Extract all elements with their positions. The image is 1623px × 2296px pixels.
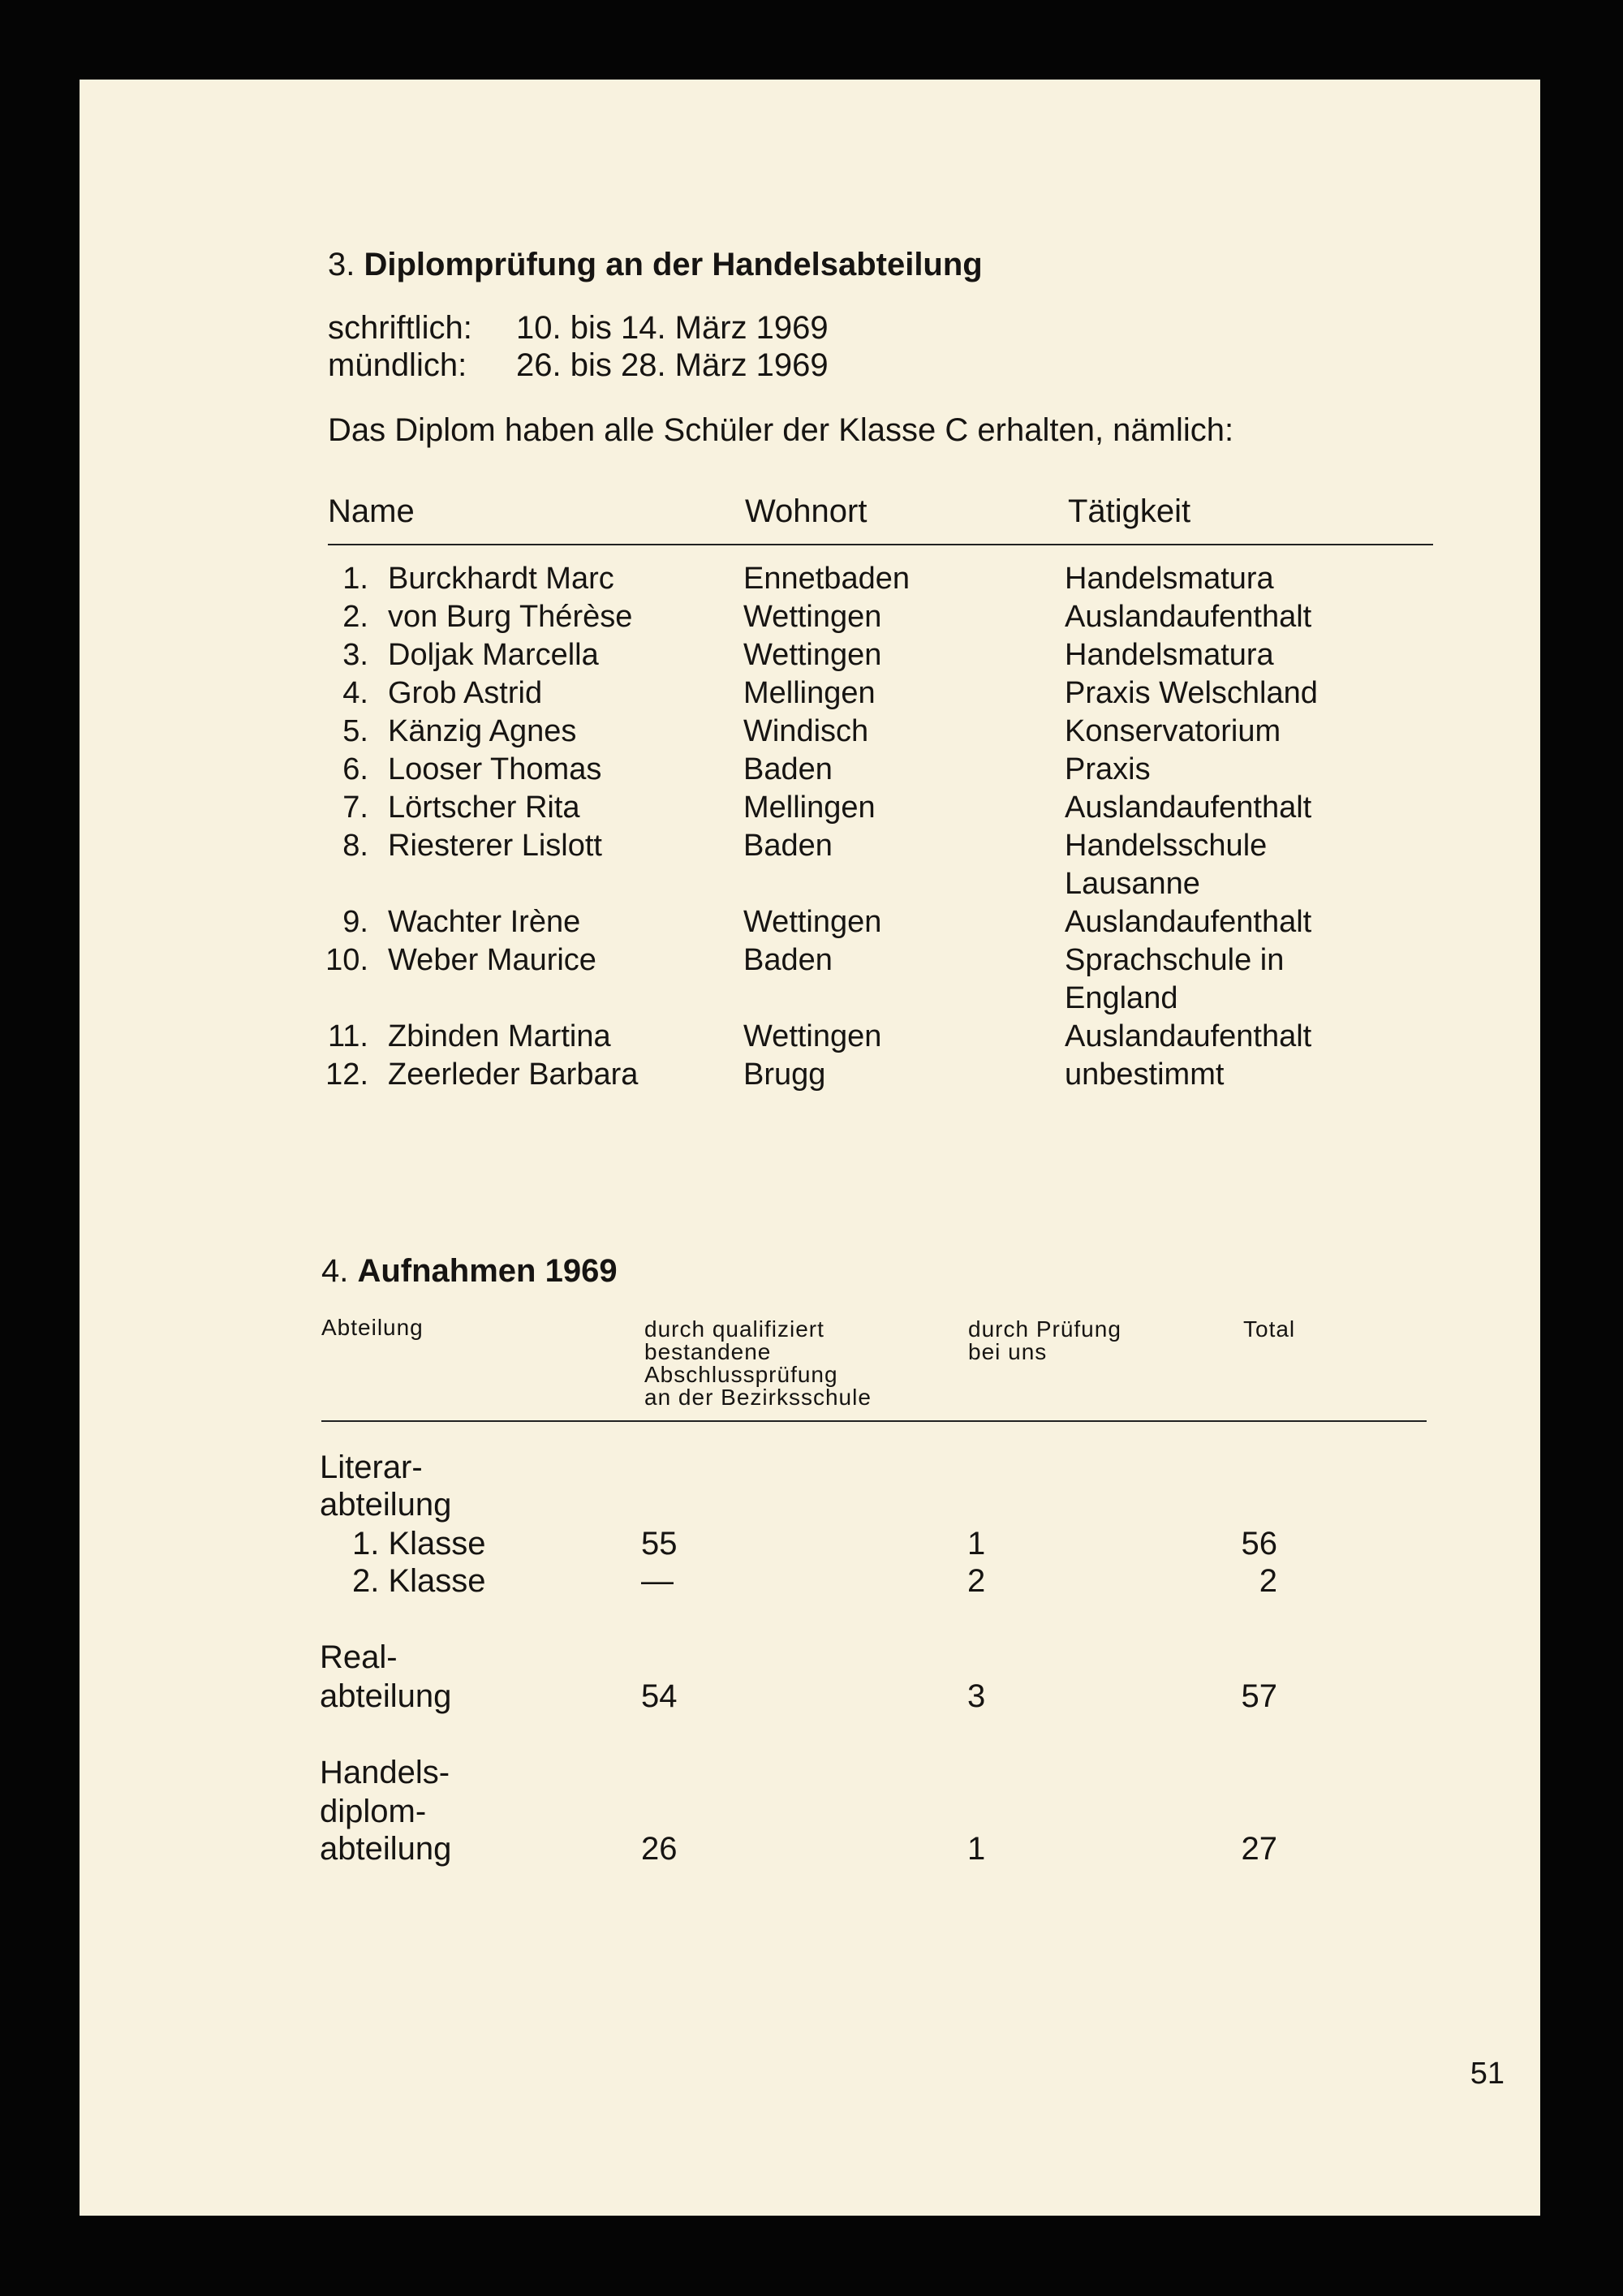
header-name: Name <box>328 493 415 529</box>
literar-class1-total: 56 <box>1241 1526 1277 1562</box>
section4-header-rule <box>321 1420 1427 1422</box>
student-place: Wettingen <box>743 905 882 939</box>
literar-class1-exam: 1 <box>967 1526 986 1562</box>
student-number: 5. <box>342 714 368 748</box>
student-number: 6. <box>342 752 368 786</box>
literar-class1-qualified: 55 <box>641 1526 678 1562</box>
student-place: Wettingen <box>743 600 882 634</box>
student-name: Riesterer Lislott <box>388 829 602 863</box>
student-activity: Auslandaufenthalt <box>1065 905 1312 939</box>
student-place: Wettingen <box>743 638 882 672</box>
student-name: Lörtscher Rita <box>388 790 580 825</box>
literar-class2-exam: 2 <box>967 1563 986 1599</box>
student-activity: Konservatorium <box>1065 714 1281 748</box>
section4-number: 4. <box>321 1253 349 1289</box>
header-rule <box>328 544 1433 545</box>
header-exam-1: durch Prüfung <box>968 1316 1121 1342</box>
literar-label-1: Literar- <box>320 1450 423 1485</box>
header-qualified-4: an der Bezirksschule <box>644 1385 872 1410</box>
student-activity: Auslandaufenthalt <box>1065 1019 1312 1053</box>
student-number: 8. <box>342 829 368 863</box>
header-total: Total <box>1243 1316 1296 1342</box>
student-name: Burckhardt Marc <box>388 562 614 596</box>
section3-title: Diplomprüfung an der Handelsabteilung <box>364 247 983 282</box>
literar-class1-label: 1. Klasse <box>352 1526 486 1562</box>
handel-label-1: Handels- <box>320 1755 450 1790</box>
student-name: Looser Thomas <box>388 752 602 786</box>
student-number: 11. <box>327 1019 368 1053</box>
header-place: Wohnort <box>745 493 867 529</box>
real-label-2: abteilung <box>320 1678 452 1714</box>
section3-heading <box>328 248 983 281</box>
student-number: 7. <box>342 790 368 825</box>
student-name: Doljak Marcella <box>388 638 599 672</box>
header-exam-2: bei uns <box>968 1339 1048 1364</box>
page-number: 51 <box>1470 2057 1505 2091</box>
student-activity-continued: Lausanne <box>1065 867 1200 901</box>
header-department: Abteilung <box>321 1315 424 1340</box>
section4-heading <box>321 1255 618 1287</box>
student-name: Weber Maurice <box>388 943 596 977</box>
student-place: Ennetbaden <box>743 562 910 596</box>
real-exam: 3 <box>967 1678 986 1714</box>
handel-label-2: diplom- <box>320 1794 427 1829</box>
student-place: Baden <box>743 829 833 863</box>
student-place: Mellingen <box>743 676 876 710</box>
handel-exam: 1 <box>967 1831 986 1867</box>
handel-total: 27 <box>1241 1831 1277 1867</box>
student-activity: Auslandaufenthalt <box>1065 790 1312 825</box>
student-number: 1. <box>342 562 368 596</box>
student-activity: Praxis <box>1065 752 1151 786</box>
student-activity: Praxis Welschland <box>1065 676 1318 710</box>
student-name: Zeerleder Barbara <box>388 1058 639 1092</box>
handel-qualified: 26 <box>641 1831 678 1867</box>
student-activity: Auslandaufenthalt <box>1065 600 1312 634</box>
student-name: Känzig Agnes <box>388 714 577 748</box>
student-name: von Burg Thérèse <box>388 600 633 634</box>
student-activity-continued: England <box>1065 981 1178 1015</box>
section3-number: 3. <box>328 247 355 282</box>
section3-intro: Das Diplom haben alle Schüler der Klasse C erhalten, nämlich: <box>328 412 1234 448</box>
document-page <box>80 80 1540 2216</box>
section4-title: Aufnahmen 1969 <box>357 1253 618 1289</box>
student-place: Wettingen <box>743 1019 882 1053</box>
student-number: 3. <box>342 638 368 672</box>
student-number: 4. <box>342 676 368 710</box>
oral-label: mündlich: <box>328 347 467 383</box>
student-activity: Sprachschule in <box>1065 943 1285 977</box>
student-number: 12. <box>325 1058 368 1092</box>
student-name: Wachter Irène <box>388 905 581 939</box>
student-number: 9. <box>342 905 368 939</box>
student-place: Baden <box>743 752 833 786</box>
student-place: Windisch <box>743 714 869 748</box>
written-label: schriftlich: <box>328 310 472 346</box>
real-total: 57 <box>1241 1678 1277 1714</box>
literar-label-2: abteilung <box>320 1487 452 1523</box>
header-qualified-2: bestandene <box>644 1339 772 1364</box>
handel-label-3: abteilung <box>320 1831 452 1867</box>
written-dates: 10. bis 14. März 1969 <box>516 310 829 346</box>
real-label-1: Real- <box>320 1639 398 1675</box>
student-name: Zbinden Martina <box>388 1019 611 1053</box>
student-name: Grob Astrid <box>388 676 543 710</box>
header-qualified-3: Abschlussprüfung <box>644 1362 838 1387</box>
student-place: Mellingen <box>743 790 876 825</box>
real-qualified: 54 <box>641 1678 678 1714</box>
student-place: Brugg <box>743 1058 826 1092</box>
literar-class2-label: 2. Klasse <box>352 1563 486 1599</box>
literar-class2-total: 2 <box>1259 1563 1277 1599</box>
student-activity: Handelsmatura <box>1065 638 1274 672</box>
student-place: Baden <box>743 943 833 977</box>
literar-class2-qualified: — <box>641 1563 674 1599</box>
oral-dates: 26. bis 28. März 1969 <box>516 347 829 383</box>
student-activity: Handelsmatura <box>1065 562 1274 596</box>
student-number: 10. <box>325 943 368 977</box>
student-activity: Handelsschule <box>1065 829 1268 863</box>
header-activity: Tätigkeit <box>1068 493 1191 529</box>
student-number: 2. <box>342 600 368 634</box>
student-activity: unbestimmt <box>1065 1058 1225 1092</box>
header-qualified-1: durch qualifiziert <box>644 1316 824 1342</box>
